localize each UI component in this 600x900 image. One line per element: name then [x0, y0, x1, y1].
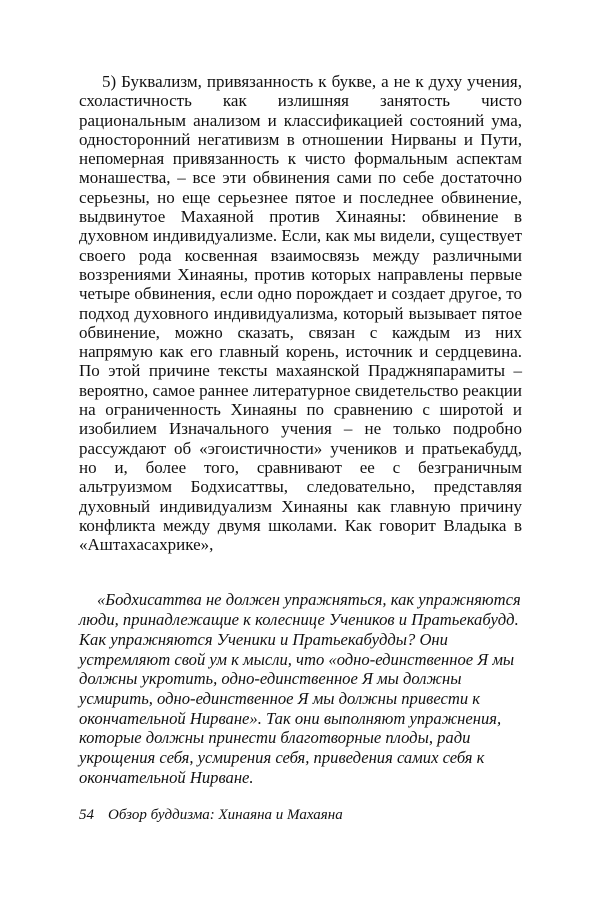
page-content: [79, 72, 522, 787]
page-footer: [79, 807, 343, 824]
block-quote: «Бодхисаттва не должен упражняться, как упражняются люди, принадлежащие к колеснице Учеников и Пратьекабудд. Как упражняются Ученики и Пратьекабудды? Они устремляют свой ум к мысли, что «одно-единственное Я мы должны укротить, одно-единственное Я мы должны усмирить, одно-единственное Я мы должны привести к окончательной Нирване». Так они выполняют упражнения, которые должны принести благотворные плоды, ради укрощения себя, усмирения себя, приведения самих себя к окончательной Нирване.: [79, 590, 521, 787]
running-title: Обзор буддизма: Хинаяна и Махаяна: [108, 807, 343, 823]
main-paragraph: 5) Буквализм, привязанность к букве, а не к духу учения, схоластичность как излишняя занятость чисто рациональным анализом и классификацией состояний ума, односторонний негативизм в отношении Нирваны и Пути, непомерная привязанность к чисто формальным аспектам монашества, – все эти обвинения сами по себе достаточно серьезны, но еще серьезнее пятое и последнее обвинение, выдвинутое Махаяной против Хинаяны: обвинение в духовном индивидуализме. Если, как мы видели, существует своего рода косвенная взаимосвязь между различными воззрениями Хинаяны, против которых направлены первые четыре обвинения, если одно порождает и создает другое, то подход духовного индивидуализма, который вызывает пятое обвинение, можно сказать, связан с каждым из них напрямую как его главный корень, источник и сердцевина. По этой причине тексты махаянской Праджняпарамиты – вероятно, самое раннее литературное свидетельство реакции на ограниченность Хинаяны по сравнению с широтой и изобилием Изначального учения – не только подробно рассуждают об «эгоистичности» учеников и пратьекабудд, но и, более того, сравнивают ее с безграничным альтруизмом Бодхисаттвы, следовательно, представляя духовный индивидуализм Хинаяны как главную причину конфликта между двумя школами. Как говорит Владыка в «Аштахасахрике»,: [79, 72, 522, 555]
page-number: 54: [79, 807, 94, 823]
